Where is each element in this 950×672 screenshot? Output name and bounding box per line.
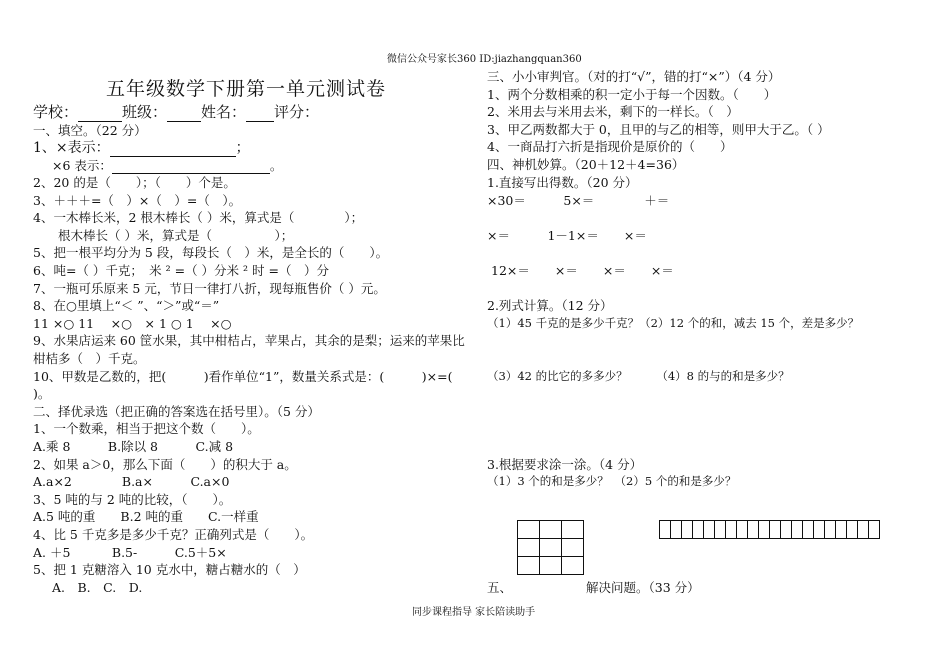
- choice-5: 5、把 1 克糖溶入 10 克水中，糖占糖水的（ ）: [33, 562, 306, 577]
- calc-row-2: ×＝ 1－1×＝ ×＝: [487, 228, 647, 243]
- choice-3: 3、5 吨的与 2 吨的比较，（ ）。: [33, 492, 232, 507]
- q8-row: 11 ×○ 11 ×○ × 1 ○ 1 ×○: [33, 316, 232, 331]
- q10a: 10、甲数是乙数的，把( )看作单位“1”，数量关系式是：( )×=(: [33, 369, 453, 384]
- header-watermark: 微信公众号家长360 ID:jiazhangquan360: [387, 54, 582, 65]
- color-questions: （1）3 个的和是多少？ （2）5 个的和是多少？: [487, 474, 737, 488]
- section-1-title: 一、填空。（22 分）: [33, 123, 147, 138]
- q5: 5、把一根平均分为 5 段，每段长（ ）米，是全长的（ ）。: [33, 245, 389, 260]
- calc-row-1: ×30＝ 5×＝ ＋＝: [487, 193, 670, 208]
- choice-1-options: A.乘 8 B.除以 8 C.减 8: [33, 439, 234, 454]
- judge-3: 3、甲乙两数都大于 0，且甲的与乙的相等，则甲大于乙。（ ）: [487, 122, 830, 137]
- part-3-title: 3.根据要求涂一涂。（4 分）: [487, 457, 643, 472]
- q1b: ×6 表示： 。: [52, 158, 283, 173]
- color-grid-strip: [659, 520, 880, 539]
- section-4-title: 四、神机妙算。（20＋12＋4=36）: [487, 157, 685, 172]
- part-2-title: 2.列式计算。（12 分）: [487, 298, 613, 313]
- choice-2-options: A.a×2 B.a× C.a×0: [33, 474, 230, 489]
- q1a: 1、×表示： ；: [33, 140, 250, 156]
- choice-4: 4、比 5 千克多是多少千克？正确列式是（ ）。: [33, 527, 314, 542]
- judge-2: 2、米用去与米用去米，剩下的一样长。（ ）: [487, 104, 739, 119]
- q7: 7、一瓶可乐原来 5 元，节日一律打八折，现每瓶售价（ ）元。: [33, 281, 386, 296]
- choice-3-options: A.5 吨的重 B.2 吨的重 C.一样重: [33, 509, 259, 524]
- q4a: 4、一木棒长米，2 根木棒长（ ）米，算式是（ ）；: [33, 210, 364, 225]
- section-3-title: 三、小小审判官。（对的打“√”，错的打“×”）（4 分）: [487, 69, 781, 84]
- info-line: 学校： 班级： 姓名： 评分：: [33, 103, 320, 121]
- choice-1: 1、一个数乘，相当于把这个数（ ）。: [33, 421, 260, 436]
- part-1-title: 1.直接写出得数。（20 分）: [487, 175, 638, 190]
- q9a: 9、水果店运来 60 筐水果，其中柑桔占，苹果占，其余的是梨；运来的苹果比: [33, 333, 465, 348]
- calc-row-3: 12×＝ ×＝ ×＝ ×＝: [491, 263, 674, 278]
- choice-5-options: A. B. C. D.: [52, 580, 143, 595]
- judge-1: 1、两个分数相乘的积一定小于每一个因数。（ ）: [487, 87, 777, 102]
- footer-text: 同步课程指导 家长陪读助手: [412, 607, 536, 618]
- q8: 8、在○里填上“＜ ”、“＞”或“＝”: [33, 298, 220, 313]
- q10b: )。: [33, 386, 51, 401]
- color-grid-3x3: [517, 520, 584, 575]
- judge-4: 4、一商品打六折是指现价是原价的（ ）: [487, 139, 733, 154]
- section-2-title: 二、择优录选（把正确的答案选在括号里）。（5 分）: [33, 404, 320, 419]
- choice-4-options: A. ＋5 B.5- C.5＋5×: [33, 545, 227, 560]
- q9b: 柑桔多（ ）千克。: [33, 351, 146, 366]
- choice-2: 2、如果 a＞0，那么下面（ ）的积大于 a。: [33, 457, 297, 472]
- expr-q3-q4: （3）42 的比它的多多少？ （4）8 的与的和是多少？: [487, 369, 790, 383]
- q6: 6、吨=（ ）千克； 米 ² =（ ）分米 ² 时 =（ ）分: [33, 263, 329, 278]
- q3: 3、＋＋＋=（ ）×（ ）=（ ）。: [33, 193, 242, 208]
- page-title: 五年级数学下册第一单元测试卷: [106, 78, 387, 100]
- section-5-title: 五、 解决问题。（33 分）: [487, 580, 700, 595]
- q2: 2、20 的是（ ）；（ ）个是。: [33, 175, 236, 190]
- q4b: 根木棒长（ ）米，算式是（ ）；: [58, 228, 294, 243]
- expr-q1-q2: （1）45 千克的是多少千克？（2）12 个的和，减去 15 个，差是多少？: [487, 316, 860, 330]
